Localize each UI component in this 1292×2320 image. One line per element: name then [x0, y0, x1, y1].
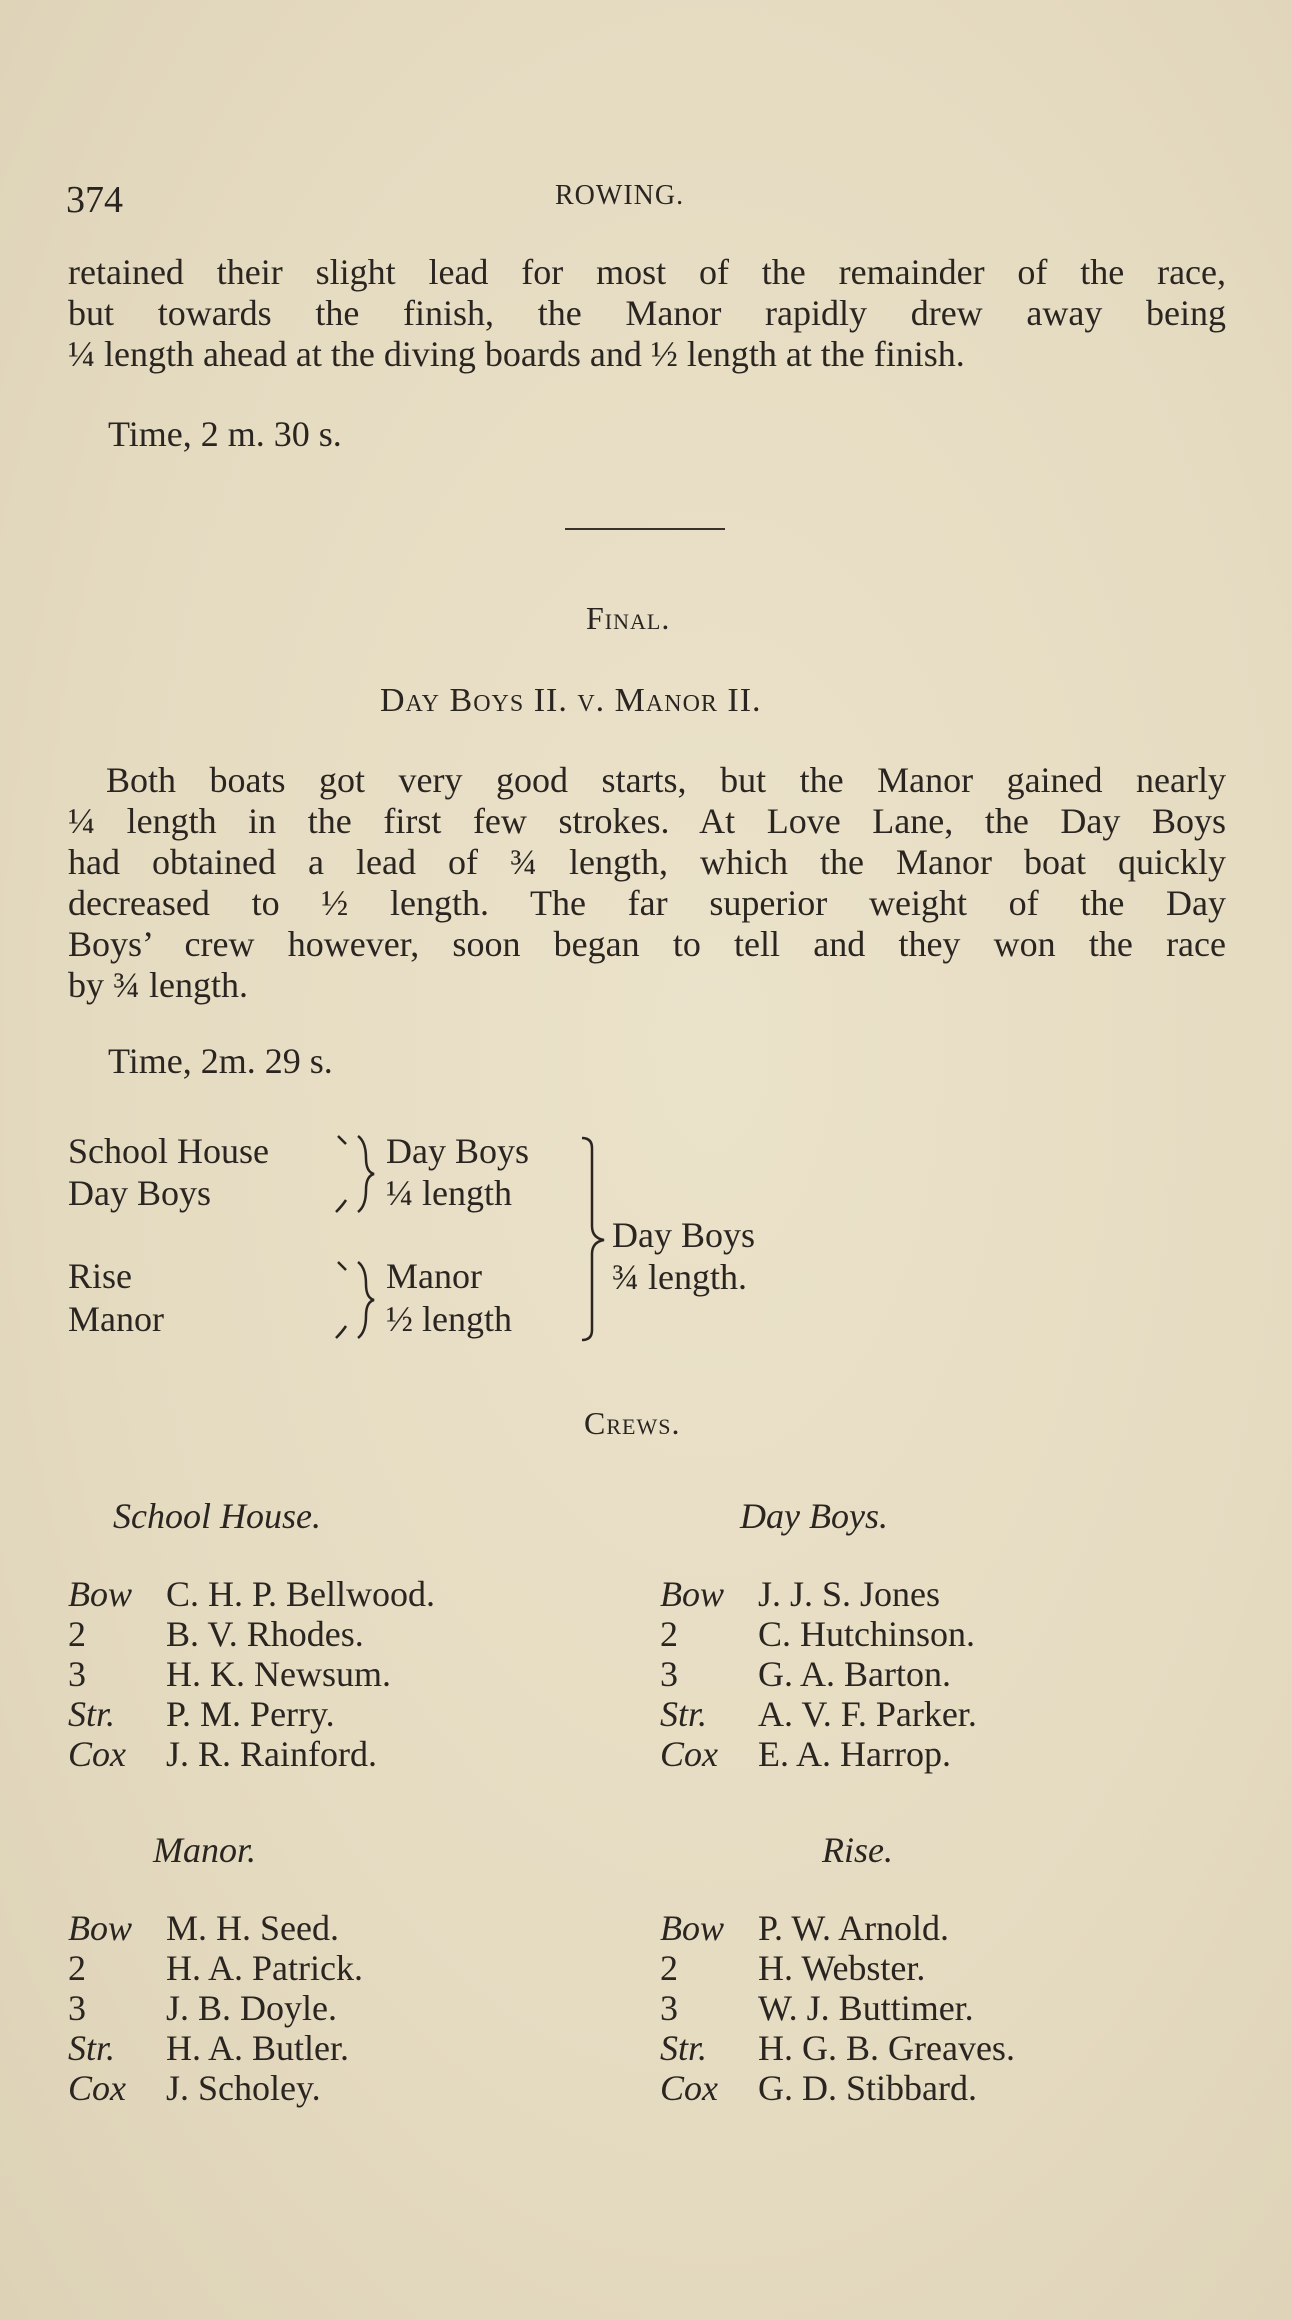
paragraph-line: but towards the finish, the Manor rapidly drew away being	[68, 293, 1226, 333]
final-heading: Final.	[586, 600, 671, 636]
crew-row	[68, 1734, 435, 1774]
seat-label: Str.	[68, 1694, 116, 1734]
crew-row	[660, 1574, 977, 1614]
intro-paragraph	[68, 252, 1226, 375]
crew-row	[68, 1574, 435, 1614]
rower-name: J. J. S. Jones	[758, 1574, 941, 1614]
final-margin: ¾ length.	[612, 1257, 747, 1297]
crew-row	[68, 1614, 435, 1654]
heat1-winner: Day Boys	[386, 1131, 529, 1171]
race-time-2: Time, 2m. 29 s.	[108, 1041, 333, 1081]
crew-name-manor: Manor.	[153, 1830, 257, 1870]
rower-name: C. Hutchinson.	[758, 1614, 976, 1654]
final-winner: Day Boys	[612, 1215, 755, 1255]
rower-name: E. A. Harrop.	[758, 1734, 951, 1774]
heat2-winner: Manor	[386, 1256, 482, 1296]
rower-name: J. R. Rainford.	[166, 1734, 377, 1774]
seat-label: 3	[660, 1988, 678, 2028]
rower-name: G. D. Stibbard.	[758, 2068, 977, 2108]
seat-label: Bow	[68, 1908, 133, 1948]
seat-label: Str.	[660, 1694, 708, 1734]
crew-manor	[68, 1908, 363, 2108]
paragraph-line: ¼ length in the first few strokes. At Love Lane, the Day Boys	[68, 801, 1226, 841]
section-divider	[565, 528, 725, 530]
match-heading: Day Boys II. v. Manor II.	[380, 682, 762, 719]
heat2-margin: ½ length	[386, 1299, 512, 1339]
seat-label: 2	[68, 1948, 86, 1988]
seat-label: Cox	[68, 1734, 126, 1774]
crew-row	[68, 1654, 435, 1694]
seat-label: 3	[68, 1988, 86, 2028]
heat2-team2: Manor	[68, 1299, 164, 1339]
seat-label: 3	[660, 1654, 678, 1694]
heat2-brace-icon	[330, 1258, 380, 1342]
seat-label: Cox	[660, 1734, 718, 1774]
paragraph-line: Boys’ crew however, soon began to tell and they won the race	[68, 924, 1226, 964]
crew-rise	[660, 1908, 1015, 2108]
paragraph-line: ¼ length ahead at the diving boards and ½ length at the finish.	[68, 334, 965, 374]
crew-row	[660, 1654, 977, 1694]
rower-name: H. K. Newsum.	[166, 1654, 391, 1694]
paragraph-line: Both boats got very good starts, but the Manor gained nearly	[106, 760, 1226, 800]
crew-name-school-house: School House.	[113, 1496, 321, 1536]
rower-name: H. A. Butler.	[166, 2028, 350, 2068]
page-number: 374	[66, 179, 123, 221]
heat1-brace-icon	[330, 1132, 380, 1216]
seat-label: Cox	[68, 2068, 126, 2108]
final-paragraph	[68, 760, 1226, 1006]
rower-name: J. B. Doyle.	[166, 1988, 337, 2028]
seat-label: Str.	[660, 2028, 708, 2068]
heat1-margin: ¼ length	[386, 1173, 512, 1213]
crew-row	[660, 1694, 977, 1734]
paragraph-line: decreased to ½ length. The far superior weight of the Day	[68, 883, 1226, 923]
crew-row	[660, 1908, 1015, 1948]
seat-label: Cox	[660, 2068, 718, 2108]
rower-name: H. Webster.	[758, 1948, 926, 1988]
rower-name: W. J. Buttimer.	[758, 1988, 974, 2028]
crew-row	[660, 1614, 977, 1654]
crew-row	[68, 2028, 363, 2068]
crew-row	[660, 1948, 1015, 1988]
rower-name: H. A. Patrick.	[166, 1948, 363, 1988]
seat-label: Str.	[68, 2028, 116, 2068]
seat-label: 2	[660, 1614, 678, 1654]
seat-label: Bow	[660, 1908, 725, 1948]
rower-name: G. A. Barton.	[758, 1654, 951, 1694]
heat1-team1: School House	[68, 1131, 269, 1171]
paragraph-line: had obtained a lead of ¾ length, which the Manor boat quickly	[68, 842, 1226, 882]
rower-name: P. M. Perry.	[166, 1694, 335, 1734]
seat-label: Bow	[68, 1574, 133, 1614]
rower-name: P. W. Arnold.	[758, 1908, 950, 1948]
rower-name: M. H. Seed.	[166, 1908, 339, 1948]
crew-row	[660, 1734, 977, 1774]
crew-row	[68, 1694, 435, 1734]
heat1-team2: Day Boys	[68, 1173, 211, 1213]
crew-name-day-boys: Day Boys.	[740, 1496, 888, 1536]
paragraph-line: by ¾ length.	[68, 965, 248, 1005]
rower-name: B. V. Rhodes.	[166, 1614, 364, 1654]
crew-day-boys	[660, 1574, 977, 1774]
crew-row	[68, 1988, 363, 2028]
crew-row	[68, 1948, 363, 1988]
heat2-team1: Rise	[68, 1256, 133, 1296]
crew-row	[68, 2068, 363, 2108]
rower-name: C. H. P. Bellwood.	[166, 1574, 436, 1614]
crew-row	[68, 1908, 363, 1948]
rower-name: J. Scholey.	[166, 2068, 321, 2108]
crew-row	[660, 2068, 1015, 2108]
crew-row	[660, 1988, 1015, 2028]
seat-label: Bow	[660, 1574, 725, 1614]
crew-row	[660, 2028, 1015, 2068]
paragraph-line: retained their slight lead for most of the remainder of the race,	[68, 252, 1226, 292]
crew-school-house	[68, 1574, 435, 1774]
running-head: ROWING.	[555, 180, 685, 211]
crews-heading: Crews.	[584, 1405, 681, 1441]
crew-name-rise: Rise.	[822, 1830, 893, 1870]
race-time-1: Time, 2 m. 30 s.	[108, 414, 342, 454]
seat-label: 2	[660, 1948, 678, 1988]
seat-label: 2	[68, 1614, 86, 1654]
rower-name: H. G. B. Greaves.	[758, 2028, 1015, 2068]
seat-label: 3	[68, 1654, 86, 1694]
rower-name: A. V. F. Parker.	[758, 1694, 977, 1734]
